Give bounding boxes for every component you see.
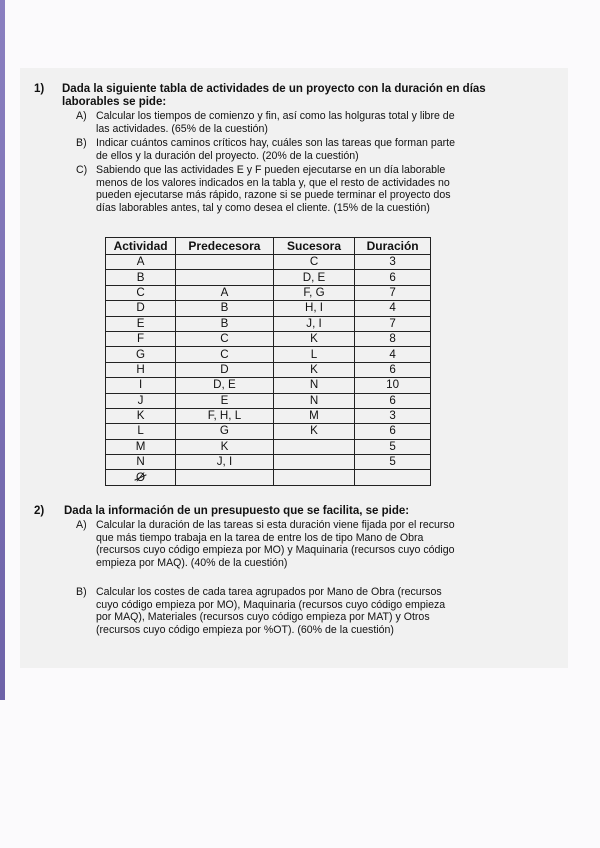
cell-duracion: 6 [355, 362, 431, 377]
cell-sucesora: N [273, 378, 355, 393]
cell-predecesora: J, I [176, 455, 274, 470]
activities-table [105, 237, 431, 486]
table-row [106, 393, 431, 408]
cell-predecesora [176, 270, 274, 285]
cell-actividad: D [106, 301, 176, 316]
cell-actividad: I [106, 378, 176, 393]
cell-predecesora: A [176, 285, 274, 300]
q2-item-a-line: que más tiempo trabaja en la tarea de entre los de tipo Mano de Obra [96, 531, 424, 544]
cell-duracion: 3 [355, 255, 431, 270]
cell-duracion: 6 [355, 270, 431, 285]
table-row [106, 408, 431, 423]
cell-predecesora: K [176, 439, 274, 454]
cell-actividad: N [106, 455, 176, 470]
table-row [106, 424, 431, 439]
cell-actividad: K [106, 408, 176, 423]
cell-actividad: M [106, 439, 176, 454]
table-row [106, 470, 431, 485]
table-row [106, 301, 431, 316]
cell-actividad: C [106, 285, 176, 300]
table-row [106, 347, 431, 362]
cell-predecesora: D, E [176, 378, 274, 393]
q1-item-a-line: Calcular los tiempos de comienzo y fin, así como las holguras total y libre de [96, 110, 455, 122]
cell-actividad: A [106, 255, 176, 270]
cell-actividad: J [106, 393, 176, 408]
cell-predecesora: E [176, 393, 274, 408]
table-row [106, 270, 431, 285]
cell-duracion: 7 [355, 316, 431, 331]
q1-item-b-letter: B) [76, 137, 87, 149]
q2-item-b-line: por MAQ), Materiales (recursos cuyo código empieza por MAT) y Otros [96, 611, 430, 624]
cell-duracion: 8 [355, 331, 431, 346]
cell-sucesora [273, 470, 355, 485]
cell-duracion: 5 [355, 455, 431, 470]
q1-item-b-line: de ellos y la duración del proyecto. (20% de la cuestión) [96, 149, 359, 162]
cell-duracion: 3 [355, 408, 431, 423]
cell-sucesora: K [273, 424, 355, 439]
q1-item-a-letter: A) [76, 110, 87, 122]
cell-sucesora: H, I [273, 301, 355, 316]
q1-item-c-line: días laborables antes, tal y como desea el cliente. (15% de la cuestión) [96, 201, 430, 214]
table-row [106, 255, 431, 270]
cell-actividad: G [106, 347, 176, 362]
table-row [106, 455, 431, 470]
cell-duracion: 6 [355, 424, 431, 439]
header-predecesora: Predecesora [176, 238, 274, 255]
cell-actividad: H [106, 362, 176, 377]
cell-sucesora: M [273, 408, 355, 423]
q1-number: 1) [34, 83, 45, 95]
header-duracion: Duración [355, 238, 431, 255]
q2-item-b-line: Calcular los costes de cada tarea agrupados por Mano de Obra (recursos [96, 586, 442, 598]
cell-actividad: E [106, 316, 176, 331]
cell-duracion: 5 [355, 439, 431, 454]
cell-actividad: F [106, 331, 176, 346]
table-row [106, 439, 431, 454]
q1-item-c-line: pueden ejecutarse más rápido, razone si se puede terminar el proyecto dos [96, 189, 451, 202]
cell-predecesora [176, 470, 274, 485]
cell-sucesora: K [273, 331, 355, 346]
left-edge-strip [0, 0, 5, 700]
table-row [106, 285, 431, 300]
cell-actividad: B [106, 270, 176, 285]
cell-actividad [106, 470, 176, 485]
cell-predecesora: B [176, 316, 274, 331]
table-row [106, 362, 431, 377]
cell-sucesora: K [273, 362, 355, 377]
q1-item-a-line: las actividades. (65% de la cuestión) [96, 122, 268, 135]
q1-item-c-line: menos de los valores indicados en la tabla y, que el resto de actividades no [96, 176, 450, 189]
cell-predecesora [176, 255, 274, 270]
header-sucesora: Sucesora [273, 238, 355, 255]
q2-item-a-line: Calcular la duración de las tareas si esta duración viene fijada por el recurso [96, 519, 455, 531]
cell-sucesora [273, 439, 355, 454]
q1-title-line2: laborables se pide: [62, 96, 167, 108]
crossed-out-activity: Ø [136, 470, 146, 484]
cell-duracion: 7 [355, 285, 431, 300]
cell-predecesora: D [176, 362, 274, 377]
table-row [106, 331, 431, 346]
q1-item-b-line: Indicar cuántos caminos críticos hay, cuáles son las tareas que forman parte [96, 137, 455, 149]
cell-sucesora: C [273, 255, 355, 270]
table-header-row [106, 238, 431, 255]
cell-duracion: 10 [355, 378, 431, 393]
q2-item-b-line: (recursos cuyo código empieza por %OT). (60% de la cuestión) [96, 623, 394, 636]
q2-item-a-letter: A) [76, 519, 87, 531]
cell-sucesora [273, 455, 355, 470]
cell-predecesora: B [176, 301, 274, 316]
q2-item-a-line: (recursos cuyo código empieza por MO) y Maquinaria (recursos cuyo código [96, 544, 455, 557]
q1-title-line1: Dada la siguiente tabla de actividades de un proyecto con la duración en días [62, 83, 486, 95]
table-row [106, 316, 431, 331]
cell-duracion: 4 [355, 301, 431, 316]
cell-predecesora: C [176, 331, 274, 346]
cell-predecesora: C [176, 347, 274, 362]
q2-item-b-letter: B) [76, 586, 87, 598]
cell-sucesora: L [273, 347, 355, 362]
q2-item-b-line: cuyo código empieza por MO), Maquinaria (recursos cuyo código empieza [96, 598, 446, 611]
cell-actividad: L [106, 424, 176, 439]
table-row [106, 378, 431, 393]
cell-sucesora: N [273, 393, 355, 408]
q2-number: 2) [34, 505, 45, 517]
cell-sucesora: J, I [273, 316, 355, 331]
header-actividad: Actividad [106, 238, 176, 255]
cell-duracion: 6 [355, 393, 431, 408]
cell-sucesora: D, E [273, 270, 355, 285]
q1-item-c-letter: C) [76, 164, 88, 176]
q1-item-c-line: Sabiendo que las actividades E y F pueden ejecutarse en un día laborable [96, 164, 446, 176]
q2-title: Dada la información de un presupuesto que se facilita, se pide: [64, 505, 410, 517]
cell-duracion: 4 [355, 347, 431, 362]
cell-predecesora: F, H, L [176, 408, 274, 423]
cell-predecesora: G [176, 424, 274, 439]
q2-item-a-line: empieza por MAQ). (40% de la cuestión) [96, 556, 288, 569]
cell-duracion [355, 470, 431, 485]
cell-sucesora: F, G [273, 285, 355, 300]
